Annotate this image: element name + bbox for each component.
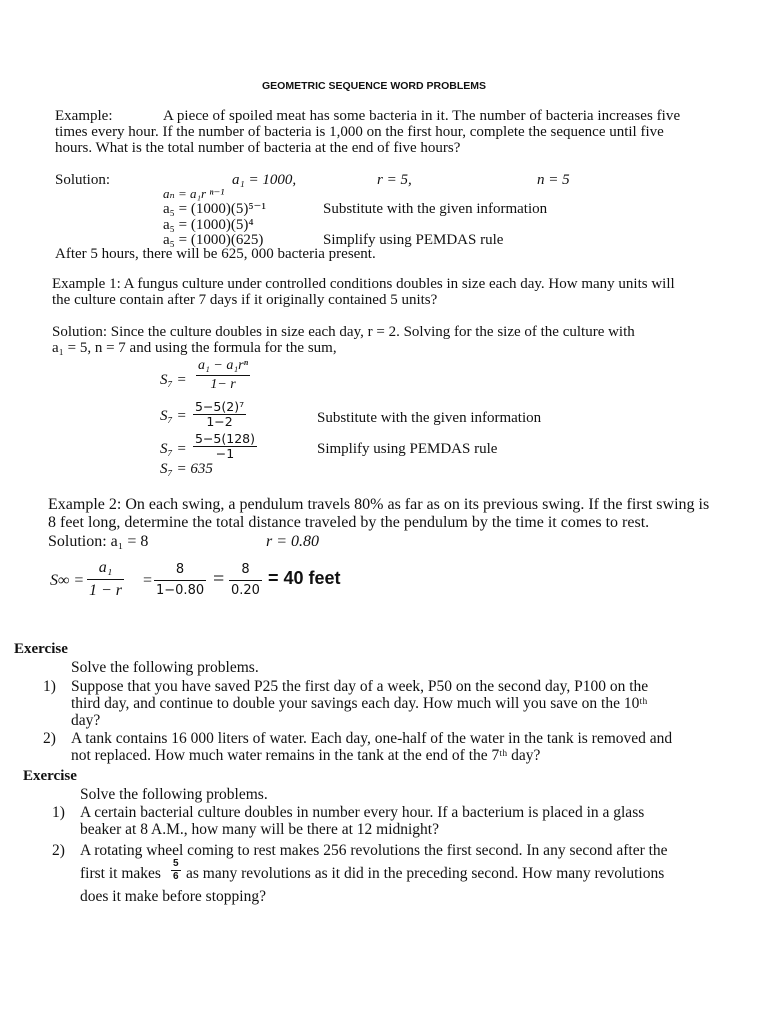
exercise-2-intro: Solve the following problems.	[80, 786, 268, 803]
simplify-denominator: −1	[193, 446, 257, 461]
simplify-note: Simplify using PEMDAS rule	[317, 441, 498, 457]
solution-label: Solution:	[55, 172, 111, 188]
s-infinity-label: S∞ =	[50, 572, 85, 589]
infinite-sum-formula-fraction	[87, 557, 124, 602]
five-sixths-numerator: 5	[173, 858, 179, 869]
example-line-1: A piece of spoiled meat has some bacteria in it. The number of bacteria increases five	[163, 108, 681, 124]
example1-solution-line-2: a₁ = 5, n = 7 and using the formula for the sum,	[52, 340, 337, 356]
exercise-2-problem-2-line-3: does it make before stopping?	[80, 888, 266, 905]
exercise-heading-1: Exercise	[14, 641, 68, 657]
page-title: GEOMETRIC SEQUENCE WORD PROBLEMS	[262, 80, 487, 92]
exercise-1-problem-1-line-2: third day, and continue to double your savings each day. How much will you save on the 10ᵗʰ	[71, 695, 648, 712]
exercise-2-problem-1-line-2: beaker at 8 A.M., how many will be there at 12 midnight?	[80, 821, 439, 838]
simplify-numerator: 5−5(128)	[195, 431, 255, 446]
example2-solution: Solution: a₁ = 8	[48, 533, 149, 550]
step-substitute-note: Substitute with the given information	[323, 201, 548, 217]
exercise-2-problem-2-number: 2)	[52, 842, 65, 859]
sum-formula-numerator: a₁ − a₁rⁿ	[198, 358, 249, 373]
step-power: a₅ = (1000)(5)⁴	[163, 217, 254, 233]
step-simplify-note: Simplify using PEMDAS rule	[323, 232, 504, 248]
substitute-note: Substitute with the given information	[317, 410, 542, 426]
substitute-fraction	[193, 400, 246, 429]
exercise-heading-2: Exercise	[23, 768, 77, 784]
example-conclusion: After 5 hours, there will be 625, 000 bacteria present.	[55, 246, 376, 262]
exercise-2-problem-1-line-1: A certain bacterial culture doubles in number every hour. If a bacterium is placed in a glass	[80, 804, 645, 821]
exercise-2-problem-1-number: 1)	[52, 804, 65, 821]
exercise-1-problem-2-number: 2)	[43, 730, 56, 747]
exercise-1-problem-2-line-1: A tank contains 16 000 liters of water. Each day, one-half of the water in the tank is removed and	[71, 730, 673, 747]
step-simplify: a₅ = (1000)(625)	[163, 232, 264, 248]
example1-line-1: Example 1: A fungus culture under controlled conditions doubles in size each day. How many units will	[52, 276, 675, 292]
given-a1: a₁ = 1000,	[232, 172, 297, 188]
exercise-1-problem-1-number: 1)	[43, 678, 56, 695]
infinite-sum-simplify-denominator: 0.20	[229, 580, 262, 601]
exercise-1-problem-2-line-2: not replaced. How much water remains in the tank at the end of the 7ᵗʰ day?	[71, 747, 541, 764]
infinite-sum-substitute-denominator: 1−0.80	[154, 580, 206, 601]
five-sixths-fraction	[171, 858, 181, 883]
nth-term-formula: aₙ = a₁r ⁿ⁻¹	[163, 186, 225, 201]
exercise-1-problem-1-line-3: day?	[71, 712, 101, 729]
exercise-2-problem-2-line-2b: as many revolutions as it did in the preceding second. How many revolutions	[186, 865, 665, 882]
s7-label-substitute: S₇ =	[160, 408, 187, 424]
sum-formula-denominator: 1− r	[196, 375, 250, 394]
exercise-1-problem-1-line-1: Suppose that you have saved P25 the first day of a week, P50 on the second day, P100 on the	[71, 678, 649, 695]
infinite-sum-substitute-numerator: 8	[175, 562, 185, 577]
example-label: Example:	[55, 108, 113, 124]
infinite-sum-substitute-fraction	[154, 560, 206, 601]
example-line-3: hours. What is the total number of bacteria at the end of five hours?	[55, 140, 461, 156]
infinite-sum-answer: = 40 feet	[268, 568, 341, 588]
example-line-2: times every hour. If the number of bacteria is 1,000 on the first hour, complete the sequence until five	[55, 124, 664, 140]
given-n: n = 5	[537, 172, 570, 188]
example1-solution-line-1: Solution: Since the culture doubles in size each day, r = 2. Solving for the size of the culture with	[52, 324, 635, 340]
equals-sign-2: =	[213, 568, 225, 590]
infinite-sum-simplify-numerator: 8	[241, 562, 250, 577]
exercise-1-intro: Solve the following problems.	[71, 659, 259, 676]
sum-formula-fraction	[196, 357, 250, 394]
infinite-sum-denominator: 1 − r	[87, 579, 124, 602]
infinite-sum-simplify-fraction	[229, 560, 262, 601]
example2-line-2: 8 feet long, determine the total distance traveled by the pendulum by the time it comes to rest.	[48, 514, 650, 531]
infinite-sum-numerator: a₁	[98, 559, 113, 576]
example2-line-1: Example 2: On each swing, a pendulum travels 80% as far as on its previous swing. If the first swing is	[48, 496, 710, 513]
simplify-fraction	[193, 432, 257, 461]
five-sixths-denominator: 6	[173, 871, 179, 882]
example2-given-r: r = 0.80	[266, 533, 320, 550]
given-r: r = 5,	[377, 172, 412, 188]
example1-result: S₇ = 635	[160, 461, 213, 477]
exercise-2-problem-2-line-2a: first it makes	[80, 865, 161, 882]
example1-line-2: the culture contain after 7 days if it originally contained 5 units?	[52, 292, 438, 308]
substitute-denominator: 1−2	[193, 414, 246, 429]
step-substitute: a₅ = (1000)(5)⁵⁻¹	[163, 201, 266, 217]
exercise-2-problem-2-line-1: A rotating wheel coming to rest makes 256 revolutions the first second. In any second after the	[80, 842, 668, 859]
s7-label-formula: S₇ =	[160, 372, 187, 388]
s7-label-simplify: S₇ =	[160, 441, 187, 457]
substitute-numerator: 5−5(2)⁷	[195, 399, 245, 414]
equals-sign-1: =	[143, 572, 153, 589]
